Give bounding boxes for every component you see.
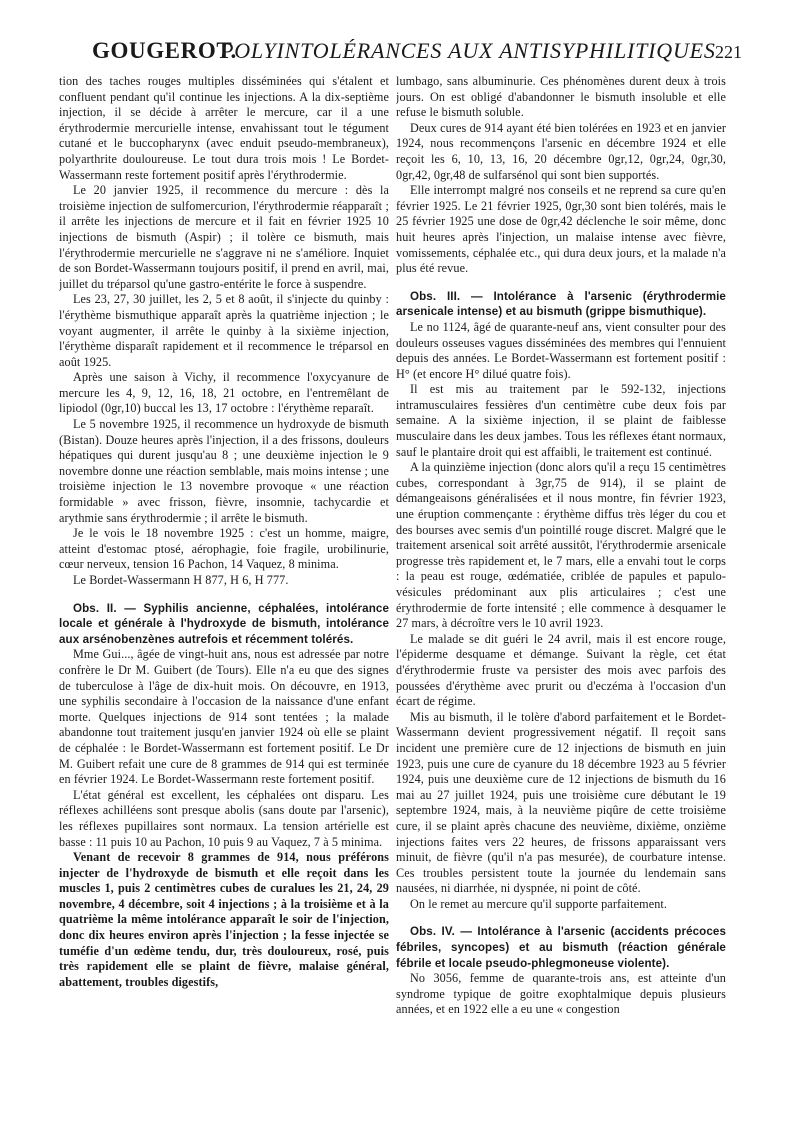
right-column: [396, 74, 726, 1134]
section-gap: [396, 277, 726, 289]
paragraph: Les 23, 27, 30 juillet, les 2, 5 et 8 août, il s'injecte du quinby : l'érythème bismuthique apparaît après la quatrième injection ; le voyant augmenter, il arrête le quinby à la sixième injection, l'érythème disparaît rapidement et il recommence le tréparsol en août 1925.: [59, 292, 389, 369]
paragraph: Elle interrompt malgré nos conseils et ne reprend sa cure qu'en février 1925. Le 21 février 1925, 0gr,30 sont bien tolérés, mais le 25 février 1925 une dose de 0gr,42 déclenche le soir même, donc huit heures après l'injection, un malaise intense avec fièvre, vomissements, céphalée etc., qui dura deux jours, et la malade n'a plus été revue.: [396, 183, 726, 276]
paragraph: Mme Gui..., âgée de vingt-huit ans, nous est adressée par notre confrère le Dr M. Guibert (de Tours). Elle n'a eu que des signes de tuberculose à l'âge de dix-huit mois. On découvre, en 1913, une syphilis secondaire à l'occasion de la naissance d'une enfant morte. Quelques injections de 914 sont tentées ; la malade abandonne tout traitement jusqu'en janvier 1924 où elle se plaint de céphalée : le Bordet-Wassermann est fortement positif. Le Dr M. Guibert refait une cure de 8 grammes de 914 qui est terminée en février 1924. Le Bordet-Wassermann reste fortement positif.: [59, 647, 389, 787]
paragraph: Le 5 novembre 1925, il recommence un hydroxyde de bismuth (Bistan). Douze heures après l'injection, il a des frissons, douleurs hépatiques qui durent jusqu'au 8 ; une deuxième injection le 9 novembre donne une réaction semblable, mais moins intense ; une troisième injection le 13 novembre provoque « une réaction formidable » avec frisson, fièvre, insomnie, tachycardie et arythmie sans érythrodermie ; il arrête le bismuth.: [59, 417, 389, 525]
paragraph: Je le vois le 18 novembre 1925 : c'est un homme, maigre, atteint d'estomac ptosé, aérophagie, foie fragile, urobilinurie, cœur nerveux, tension 16 Pachon, 14 Vaquez, 8 minima.: [59, 526, 389, 572]
paragraph: lumbago, sans albuminurie. Ces phénomènes durent deux à trois jours. On est obligé d'abandonner le bismuth insoluble et elle refuse le bismuth soluble.: [396, 74, 726, 120]
paragraph: L'état général est excellent, les céphalées ont disparu. Les réflexes achilléens sont presque abolis (sans doute par l'arsenic), les réflexes pupillaires sont normaux. La tension artérielle est basse : 11 puis 10 au Pachon, 10 puis 9 au Vaquez, 7 à 5 minima.: [59, 787, 389, 849]
obs-iv-heading: Obs. IV. — Intolérance à l'arsenic (accidents précoces fébriles, syncopes) et au bismuth (réaction générale fébrile et locale pseudo-phlegmoneuse violente).: [396, 925, 726, 970]
paragraph: No 3056, femme de quarante-trois ans, est atteinte d'un syndrome typique de goitre exophtalmique depuis plusieurs années, et en 1922 elle a eu une « congestion: [396, 971, 726, 1017]
paragraph: On le remet au mercure qu'il supporte parfaitement.: [410, 896, 668, 911]
obs-iii-heading: Obs. III. — Intolérance à l'arsenic (érythrodermie arsenicale intense) et au bismuth (grippe bismuthique).: [396, 289, 726, 319]
left-column: [59, 74, 389, 1134]
paragraph: Le 20 janvier 1925, il recommence du mercure : dès la troisième injection de sulfomercurion, l'érythrodermie réapparaît ; il arrête les injections de mercure et il fait en février 1925 10 injections de bismuth (Aspir) ; il tolère ce bismuth, mais l'érythrodermie mercurielle ne s'aggrave ni ne s'améliore. Inquiet de son Bordet-Wassermann toujours positif, il prend en avril, mai, juillet du tréparsol qu'une gastro-entérite le force à suspendre.: [59, 183, 389, 291]
paragraph: Venant de recevoir 8 grammes de 914, nous préférons injecter de l'hydroxyde de bismuth et elle reçoit dans les muscles 1, puis 2 centimètres cubes de curalues les 21, 24, 29 novembre, 4 décembre, soit 4 injections ; à la troisième et à la quatrième la même intolérance apparaît le soir de l'injection, donc dix heures environ après l'injection ; la fesse injectée se tuméfie d'un œdème tendu, dur, très douloureux, rosé, puis très rapidement elle se plaint de fièvre, malaise général, abattement, troubles digestifs,: [59, 850, 389, 989]
paragraph: Le Bordet-Wassermann H 877, H 6, H 777.: [73, 573, 289, 587]
section-gap: [59, 589, 389, 601]
paragraph: A la quinzième injection (donc alors qu'il a reçu 15 centimètres cubes, correspondant à 3gr,75 de 914), il se plaint de démangeaisons généralisées et il nous montre, fin février 1923, une éruption commençante : érythème diffus très léger du cou et des bourses avec semis d'un pointillé rouge discret. Malgré que le traitement arsenical soit arrêté aussitôt, l'érythrodermie arsenicale progresse très rapidement et, le 7 mars, elle a envahi tout le corps : la peau est rouge, œdématiée, criblée de papules et papulo-vésicules prédominant aux plis articulaires ; c'est une érythrodermie de forte intensité ; elle commence à desquamer le 27 mars, à décroître vers le 10 avril 1923.: [396, 460, 726, 631]
page-number: 221: [715, 42, 742, 62]
paragraph: Le no 1124, âgé de quarante-neuf ans, vient consulter pour des douleurs osseuses vagues disséminées des membres qui l'ennuient depuis des années. Le Bordet-Wassermann est fortement positif : H° (et encore H° dilué quatre fois).: [396, 319, 726, 381]
paragraph: Deux cures de 914 ayant été bien tolérées en 1923 et en janvier 1924, nous recommençons l'arsenic en décembre 1924 et elle reçoit les 6, 10, 13, 16, 20 décembre 0gr,12, 0gr,24, 0gr,30, 0gr,42, 0gr,48 de sulfarsénol qui sont bien supportés.: [396, 120, 726, 182]
paragraph: tion des taches rouges multiples disséminées qui s'étalent et confluent pendant qu'il continue les injections. A la dix-septième injection, il se décide à arrêter le mercure, car il a une érythrodermie mercurielle intense, envahissant tout le tégument cutané et le buccopharynx (avec enduit pseudo-membraneux), polyarthrite douloureuse. Le tout dura trois mois ! Le Bordet-Wassermann reste fortement positif après l'érythrodermie.: [59, 74, 389, 182]
header-author: GOUGEROT.: [92, 38, 237, 63]
running-header: [92, 34, 742, 68]
obs-ii-heading: Obs. II. — Syphilis ancienne, céphalées, intolérance locale et générale à l'hydroxyde de bismuth, intolérance aux arsénobenzènes autrefois et récemment tolérés.: [59, 601, 389, 646]
paragraph: Le malade se dit guéri le 24 avril, mais il est encore rouge, l'épiderme desquame et démange. Suivant la règle, cet état d'érythrodermie fruste va persister des mois avec parfois des poussées d'érythème avec prurit ou d'eczéma à l'occasion d'un écart de régime.: [396, 631, 726, 709]
paragraph: Mis au bismuth, il le tolère d'abord parfaitement et le Bordet-Wassermann devient progressivement négatif. Il reçoit sans incident une première cure de 12 injections de bismuth en juin 1923, puis une cure de cyanure du 18 décembre 1923 au 5 février 1924, puis une deuxième cure de 12 injections de bismuth du 16 mai au 27 juillet 1924, puis une troisième cure débutant le 19 septembre 1924, mais, à la neuvième piqûre de cette troisième cure, il se plaint après chacune des neuvième, dixième, onzième injections faites vers 22 heures, de frissons apparaissant vers minuit, de fièvre (qu'il n'a pas mesurée), de courbature intense. Ces troubles persistent toute la journée du lendemain sans nausées, ni diarrhée, ni dyspnée, ni point de côté.: [396, 709, 726, 896]
header-title: POLYINTOLÉRANCES AUX ANTISYPHILITIQUES: [220, 38, 716, 63]
paragraph: Il est mis au traitement par le 592-132, injections intramusculaires fessières d'un centimètre cube deux fois par semaine. A la sixième injection, il se plaint de faiblesse musculaire dans les deux jambes. Tous les réflexes étant normaux, sauf le plantaire droit qui est affaibli, le traitement est continué.: [396, 382, 726, 459]
section-gap: [396, 912, 726, 924]
paragraph: Après une saison à Vichy, il recommence l'oxycyanure de mercure les 4, 9, 12, 16, 18, 21 octobre, en l'entremêlant de lipiodol (0gr,10) buccal les 13, 17 octobre : l'érythème reparaît.: [59, 370, 389, 416]
